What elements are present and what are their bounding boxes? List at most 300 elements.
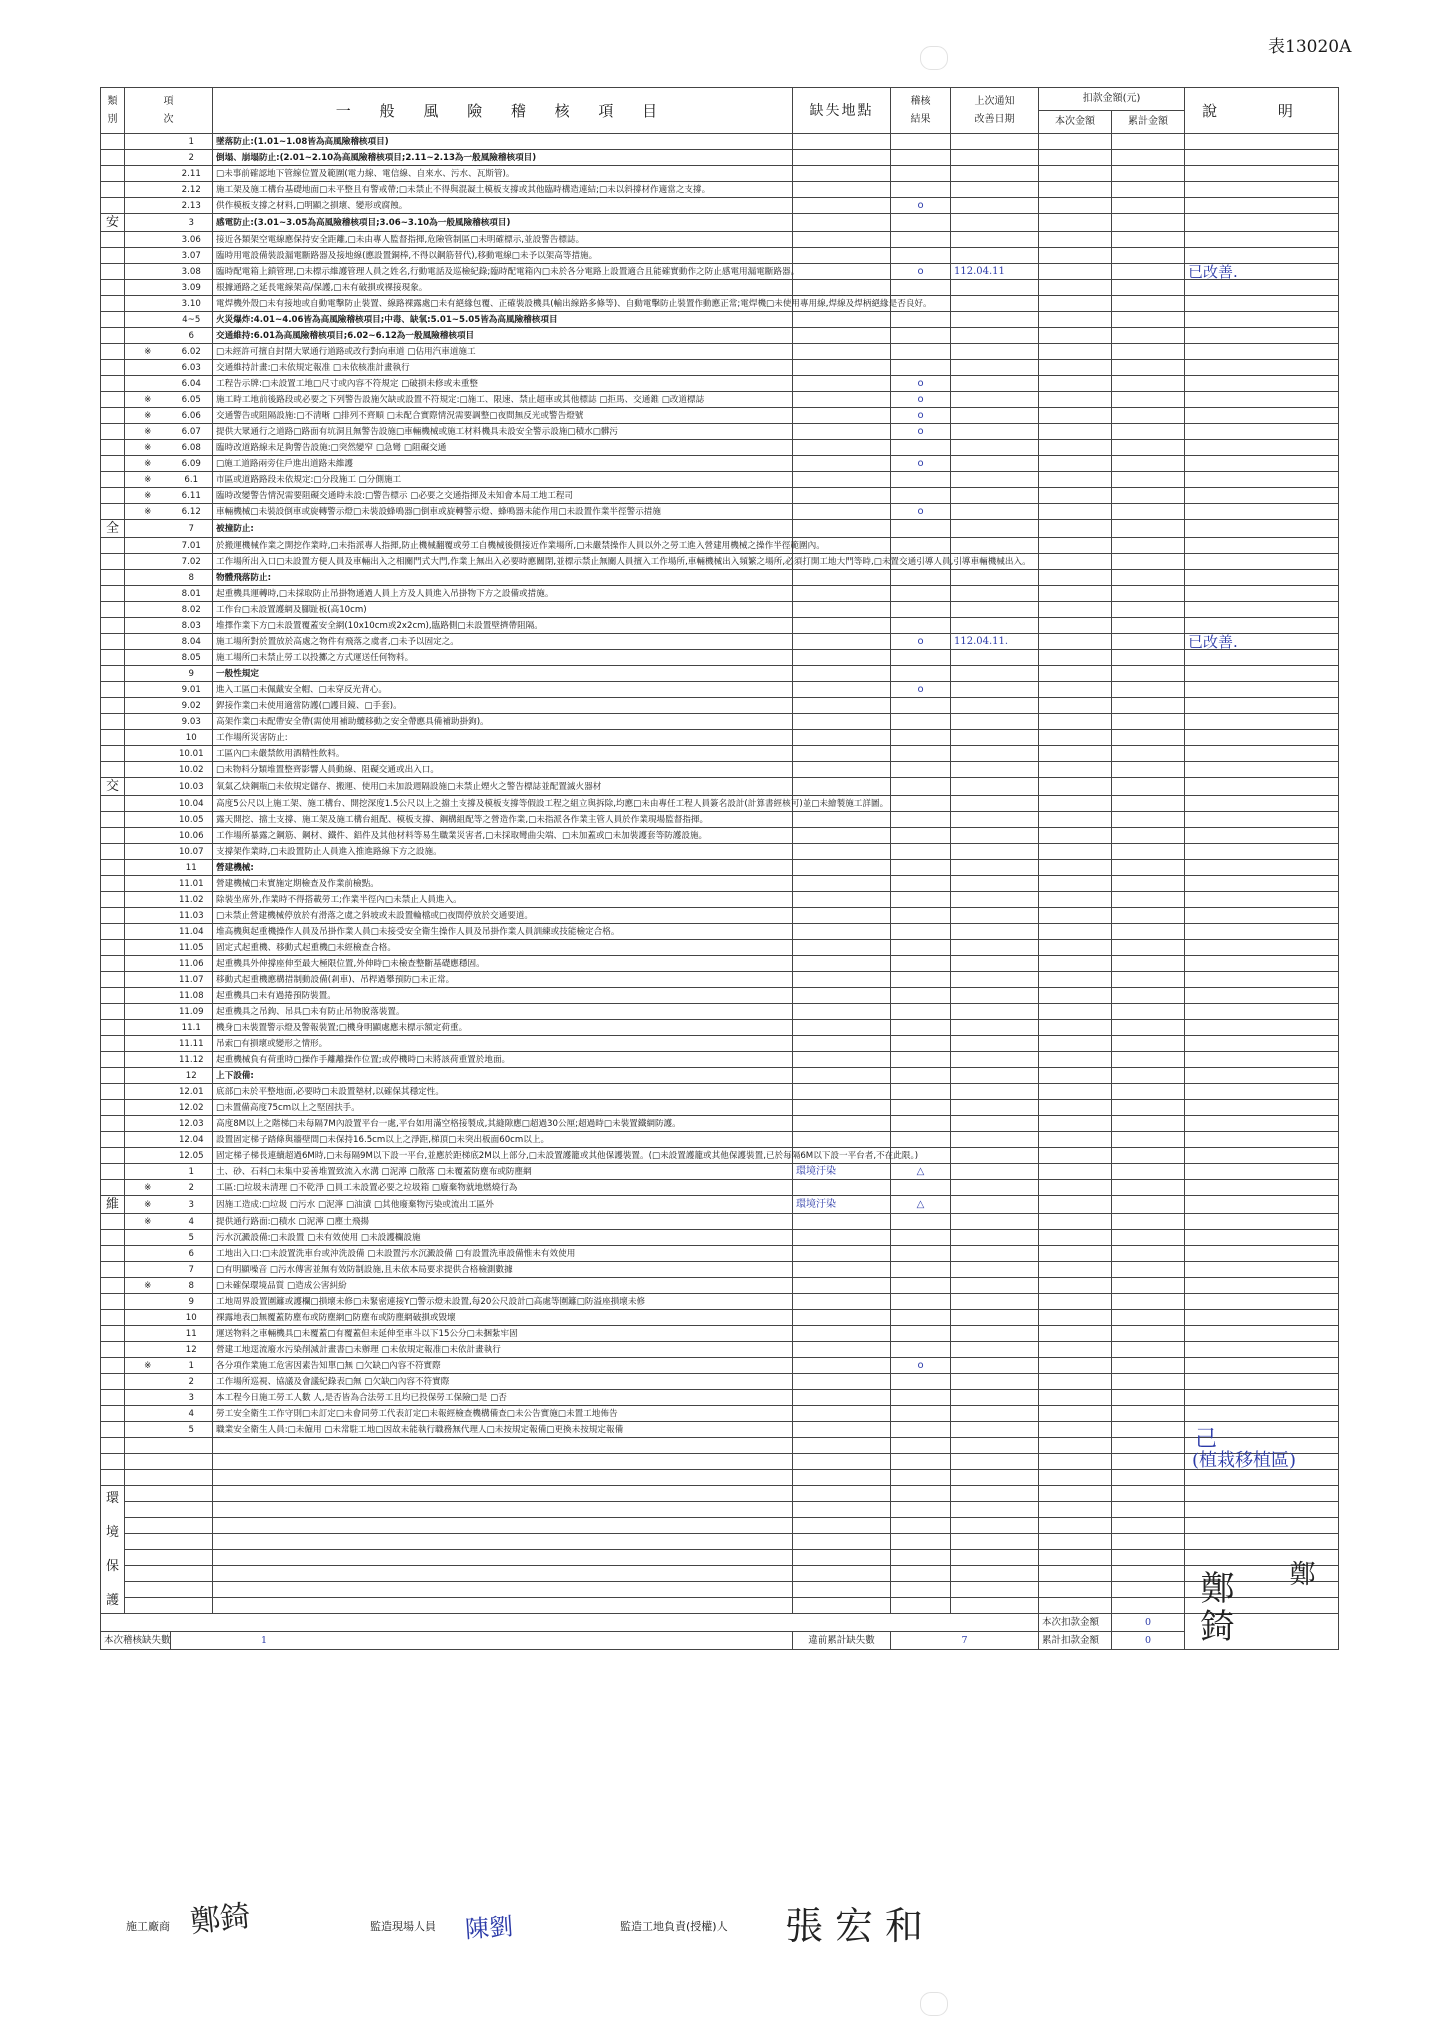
this-amount bbox=[1039, 1278, 1112, 1294]
category-cell bbox=[101, 1164, 125, 1180]
item-number: 9 bbox=[171, 666, 213, 682]
audit-result bbox=[891, 796, 951, 812]
category-cell bbox=[101, 828, 125, 844]
note-cell bbox=[1185, 730, 1339, 746]
item-number: 4 bbox=[171, 1406, 213, 1422]
defect-location: 環境汙染 bbox=[793, 1196, 891, 1214]
accum-amount bbox=[1112, 860, 1185, 876]
mark-cell bbox=[125, 1390, 171, 1406]
this-amount bbox=[1039, 1246, 1112, 1262]
category-cell bbox=[101, 1294, 125, 1310]
note-cell bbox=[1185, 1390, 1339, 1406]
this-amount bbox=[1039, 762, 1112, 778]
item-number: 3 bbox=[171, 1390, 213, 1406]
defect-location bbox=[793, 424, 891, 440]
accum-amount bbox=[1112, 1374, 1185, 1390]
note-cell bbox=[1185, 812, 1339, 828]
audit-result bbox=[891, 1406, 951, 1422]
defect-location bbox=[793, 360, 891, 376]
accum-amount bbox=[1112, 1164, 1185, 1180]
prev-notice-date bbox=[951, 762, 1039, 778]
checklist-row bbox=[101, 1310, 1339, 1326]
category-cell bbox=[101, 134, 125, 150]
this-amount bbox=[1039, 280, 1112, 296]
note-cell bbox=[1185, 214, 1339, 232]
prev-notice-date bbox=[951, 232, 1039, 248]
mark-cell bbox=[125, 1036, 171, 1052]
this-amount bbox=[1039, 1180, 1112, 1196]
checklist-row bbox=[101, 1358, 1339, 1374]
checklist-row bbox=[101, 440, 1339, 456]
checklist-row bbox=[101, 150, 1339, 166]
defect-location bbox=[793, 1406, 891, 1422]
item-description: 機身□未裝置警示燈及警報裝置;□機身明顯處應未標示額定荷重。 bbox=[213, 1020, 793, 1036]
this-amount bbox=[1039, 1534, 1112, 1550]
mark-cell bbox=[125, 1100, 171, 1116]
mark-cell bbox=[125, 778, 171, 796]
this-amount bbox=[1039, 166, 1112, 182]
this-amount bbox=[1039, 488, 1112, 504]
audit-result bbox=[891, 1214, 951, 1230]
item-description: 堆擇作業下方□未設置覆蓋安全網(10x10cm或2x2cm),臨路側□未設置壁擠帶阻隔。 bbox=[213, 618, 793, 634]
defect-location bbox=[793, 1310, 891, 1326]
defect-location bbox=[793, 344, 891, 360]
audit-result bbox=[891, 1502, 951, 1518]
this-amount bbox=[1039, 554, 1112, 570]
item-number: 12.02 bbox=[171, 1100, 213, 1116]
checklist-row bbox=[101, 1422, 1339, 1438]
mark-cell bbox=[125, 828, 171, 844]
item-number: 8.02 bbox=[171, 602, 213, 618]
audit-result bbox=[891, 1470, 951, 1486]
item-description: 因施工造成:□垃圾 □污水 □泥濘 □油漬 □其他廢棄物污染或流出工區外 bbox=[213, 1196, 793, 1214]
defect-location bbox=[793, 1278, 891, 1294]
mark-cell bbox=[125, 586, 171, 602]
category-cell bbox=[101, 1278, 125, 1294]
item-description: 堆高機與起重機操作人員及吊掛作業人員□未接受安全衛生操作人員及吊掛作業人員訓練或技能檢定合格。 bbox=[213, 924, 793, 940]
audit-result bbox=[891, 1454, 951, 1470]
accum-amount bbox=[1112, 344, 1185, 360]
mark-cell bbox=[125, 1116, 171, 1132]
note-cell bbox=[1185, 698, 1339, 714]
note-cell bbox=[1185, 1358, 1339, 1374]
accum-amount bbox=[1112, 150, 1185, 166]
item-number: 11.06 bbox=[171, 956, 213, 972]
defect-location bbox=[793, 650, 891, 666]
item-description: 施工時工地前後路段或必要之下列警告設施欠缺或設置不符規定:□施工、限速、禁止超車或其他標誌 □拒馬、交通錐 □改道標誌 bbox=[213, 392, 793, 408]
category-cell bbox=[101, 1406, 125, 1422]
prev-notice-date bbox=[951, 1550, 1039, 1566]
prev-notice-date bbox=[951, 1486, 1039, 1502]
category-cell bbox=[101, 1358, 125, 1374]
accum-amount bbox=[1112, 924, 1185, 940]
mark-cell bbox=[125, 1294, 171, 1310]
checklist-row bbox=[101, 650, 1339, 666]
item-number: 6.03 bbox=[171, 360, 213, 376]
accum-amount bbox=[1112, 214, 1185, 232]
item-description: 施工架及施工構台基礎地面□未平整且有警戒帶;□未禁止不得與混凝土模板支撐或其他臨時構造連結;□未以斜撐材作適當之支撐。 bbox=[213, 182, 793, 198]
item-description: 起重機械負有荷重時□操作手離離操作位置;或停機時□未將該荷重置於地面。 bbox=[213, 1052, 793, 1068]
accum-amount bbox=[1112, 666, 1185, 682]
note-cell bbox=[1185, 488, 1339, 504]
note-cell bbox=[1185, 1068, 1339, 1084]
item-number: 12.04 bbox=[171, 1132, 213, 1148]
checklist-row bbox=[101, 1502, 1339, 1518]
category-cell bbox=[101, 860, 125, 876]
mark-cell bbox=[125, 214, 171, 232]
item-description: 氧氣乙炔鋼瓶□未依規定儲存、搬運、使用□未加設週隔設施□未禁止煙火之警告標誌並配置滅火器材 bbox=[213, 778, 793, 796]
item-number: 6.04 bbox=[171, 376, 213, 392]
mark-cell bbox=[125, 312, 171, 328]
accum-amount bbox=[1112, 1598, 1185, 1614]
accum-amount bbox=[1112, 586, 1185, 602]
prev-notice-date bbox=[951, 1566, 1039, 1582]
checklist-row bbox=[101, 1406, 1339, 1422]
prev-notice-date bbox=[951, 360, 1039, 376]
category-cell: 交 bbox=[101, 778, 125, 796]
item-number: 6 bbox=[171, 1246, 213, 1262]
category-cell bbox=[101, 232, 125, 248]
mark-cell: ※ bbox=[125, 1278, 171, 1294]
mark-cell bbox=[125, 1246, 171, 1262]
note-cell bbox=[1185, 746, 1339, 762]
audit-result: o bbox=[891, 198, 951, 214]
mark-cell bbox=[125, 730, 171, 746]
defect-location bbox=[793, 488, 891, 504]
inspector-signature: 陳劉 bbox=[464, 1912, 515, 1944]
audit-result bbox=[891, 214, 951, 232]
defect-location bbox=[793, 134, 891, 150]
accum-amount bbox=[1112, 940, 1185, 956]
this-amount bbox=[1039, 214, 1112, 232]
prev-notice-date bbox=[951, 456, 1039, 472]
item-number: 11 bbox=[171, 1326, 213, 1342]
deduction-accum-row bbox=[101, 1632, 1339, 1650]
prev-notice-date bbox=[951, 1246, 1039, 1262]
prev-notice-date bbox=[951, 860, 1039, 876]
header-this-amount: 本次金額 bbox=[1039, 111, 1112, 134]
item-number: 12.03 bbox=[171, 1116, 213, 1132]
header-title: 一 般 風 險 稽 核 項 目 bbox=[213, 88, 793, 134]
note-cell bbox=[1185, 762, 1339, 778]
item-description: 進入工區□未佩戴安全帽、□未穿反光背心。 bbox=[213, 682, 793, 698]
note-cell bbox=[1185, 972, 1339, 988]
this-amount bbox=[1039, 730, 1112, 746]
audit-result bbox=[891, 812, 951, 828]
defect-location bbox=[793, 456, 891, 472]
item-description: 高架作業□未配帶安全帶(需使用補助纜移動之安全帶應具備補助掛鉤)。 bbox=[213, 714, 793, 730]
prev-notice-date bbox=[951, 1148, 1039, 1164]
item-number: 2.12 bbox=[171, 182, 213, 198]
item-number: 2.11 bbox=[171, 166, 213, 182]
defect-location bbox=[793, 1422, 891, 1438]
category-cell bbox=[101, 1454, 125, 1470]
prev-notice-date bbox=[951, 1502, 1039, 1518]
checklist-row bbox=[101, 812, 1339, 828]
accum-amount bbox=[1112, 828, 1185, 844]
checklist-row bbox=[101, 730, 1339, 746]
this-amount bbox=[1039, 586, 1112, 602]
defect-location bbox=[793, 1374, 891, 1390]
mark-cell bbox=[125, 634, 171, 650]
accum-amount bbox=[1112, 1100, 1185, 1116]
accum-amount bbox=[1112, 762, 1185, 778]
category-cell bbox=[101, 344, 125, 360]
checklist-row bbox=[101, 1068, 1339, 1084]
accum-amount bbox=[1112, 1052, 1185, 1068]
item-number: 11.05 bbox=[171, 940, 213, 956]
note-cell bbox=[1185, 280, 1339, 296]
audit-result bbox=[891, 666, 951, 682]
mark-cell bbox=[125, 1004, 171, 1020]
accum-amount bbox=[1112, 1214, 1185, 1230]
category-cell bbox=[101, 392, 125, 408]
audit-result bbox=[891, 1374, 951, 1390]
audit-result bbox=[891, 1230, 951, 1246]
category-cell bbox=[101, 1132, 125, 1148]
accum-amount bbox=[1112, 778, 1185, 796]
accum-amount bbox=[1112, 682, 1185, 698]
audit-result: o bbox=[891, 424, 951, 440]
item-number: 3.10 bbox=[171, 296, 213, 312]
checklist-row bbox=[101, 232, 1339, 248]
checklist-row bbox=[101, 1486, 1339, 1502]
category-cell bbox=[101, 488, 125, 504]
header-prev-notice: 上次通知 改善日期 bbox=[951, 88, 1039, 134]
defect-location bbox=[793, 812, 891, 828]
category-cell bbox=[101, 424, 125, 440]
item-number: 6.08 bbox=[171, 440, 213, 456]
checklist-row bbox=[101, 1230, 1339, 1246]
note-cell bbox=[1185, 1084, 1339, 1100]
defect-location bbox=[793, 1246, 891, 1262]
mark-cell bbox=[125, 1342, 171, 1358]
audit-result bbox=[891, 1342, 951, 1358]
item-description: 上下設備: bbox=[213, 1068, 793, 1084]
mark-cell bbox=[125, 264, 171, 280]
note-cell bbox=[1185, 1164, 1339, 1180]
category-cell bbox=[101, 1230, 125, 1246]
checklist-row bbox=[101, 198, 1339, 214]
note-cell bbox=[1185, 1052, 1339, 1068]
item-description: 固定式起重機、移動式起重機□未經檢查合格。 bbox=[213, 940, 793, 956]
defect-location bbox=[793, 1326, 891, 1342]
defect-location bbox=[793, 1100, 891, 1116]
item-description: 感電防止:(3.01~3.05為高風險稽核項目;3.06~3.10為一般風險稽核項目) bbox=[213, 214, 793, 232]
item-number: 9.02 bbox=[171, 698, 213, 714]
item-number: 10.02 bbox=[171, 762, 213, 778]
mark-cell bbox=[125, 280, 171, 296]
note-cell bbox=[1185, 1518, 1339, 1534]
item-number: 3.09 bbox=[171, 280, 213, 296]
this-amount bbox=[1039, 1374, 1112, 1390]
accum-amount bbox=[1112, 538, 1185, 554]
accum-amount bbox=[1112, 892, 1185, 908]
item-number bbox=[171, 1502, 213, 1518]
this-amount bbox=[1039, 376, 1112, 392]
accum-amount bbox=[1112, 392, 1185, 408]
item-number: 10.04 bbox=[171, 796, 213, 812]
this-amount bbox=[1039, 940, 1112, 956]
item-number bbox=[171, 1598, 213, 1614]
item-number: 7.02 bbox=[171, 554, 213, 570]
accum-amount bbox=[1112, 232, 1185, 248]
checklist-row bbox=[101, 1246, 1339, 1262]
mark-cell: ※ bbox=[125, 504, 171, 520]
prev-notice-date bbox=[951, 730, 1039, 746]
category-cell bbox=[101, 714, 125, 730]
this-amount bbox=[1039, 344, 1112, 360]
prev-notice-date bbox=[951, 408, 1039, 424]
checklist-row bbox=[101, 1518, 1339, 1534]
this-amount bbox=[1039, 1390, 1112, 1406]
prev-notice-date bbox=[951, 166, 1039, 182]
note-cell bbox=[1185, 1036, 1339, 1052]
category-cell bbox=[101, 1004, 125, 1020]
item-number: 10.05 bbox=[171, 812, 213, 828]
defect-location bbox=[793, 762, 891, 778]
this-amount bbox=[1039, 956, 1112, 972]
category-cell: 維 bbox=[101, 1196, 125, 1214]
prev-notice-date bbox=[951, 876, 1039, 892]
prev-notice-date bbox=[951, 328, 1039, 344]
checklist-row bbox=[101, 328, 1339, 344]
category-cell bbox=[101, 1068, 125, 1084]
audit-result bbox=[891, 1052, 951, 1068]
category-cell bbox=[101, 166, 125, 182]
mark-cell bbox=[125, 972, 171, 988]
this-amount bbox=[1039, 1422, 1112, 1438]
item-number: 3.08 bbox=[171, 264, 213, 280]
category-cell bbox=[101, 1342, 125, 1358]
item-description: 職業安全衛生人員:□未僱用 □未常駐工地□因故未能執行職務無代理人□未按規定報備□更換未按規定報備 bbox=[213, 1422, 793, 1438]
checklist-row bbox=[101, 1454, 1339, 1470]
category-cell bbox=[101, 1470, 125, 1486]
category-cell bbox=[101, 1374, 125, 1390]
prev-notice-date bbox=[951, 666, 1039, 682]
category-cell bbox=[101, 264, 125, 280]
accum-amount bbox=[1112, 1262, 1185, 1278]
accum-amount bbox=[1112, 1132, 1185, 1148]
checklist-row bbox=[101, 924, 1339, 940]
prev-notice-date bbox=[951, 1374, 1039, 1390]
category-cell bbox=[101, 1052, 125, 1068]
defect-location bbox=[793, 828, 891, 844]
note-cell bbox=[1185, 618, 1339, 634]
audit-result: o bbox=[891, 682, 951, 698]
item-number bbox=[171, 1550, 213, 1566]
category-cell bbox=[101, 586, 125, 602]
this-amount bbox=[1039, 1406, 1112, 1422]
category-cell bbox=[101, 1116, 125, 1132]
note-cell bbox=[1185, 1342, 1339, 1358]
mark-cell: ※ bbox=[125, 456, 171, 472]
item-description: 污水沉澱設備:□未設置 □未有效使用 □未設護欄設施 bbox=[213, 1230, 793, 1246]
item-number: 8 bbox=[171, 570, 213, 586]
mark-cell bbox=[125, 1052, 171, 1068]
checklist-row bbox=[101, 602, 1339, 618]
item-number: 8.04 bbox=[171, 634, 213, 650]
category-cell bbox=[101, 408, 125, 424]
accum-amount bbox=[1112, 1406, 1185, 1422]
defect-location bbox=[793, 1486, 891, 1502]
prev-notice-date: 112.04.11. bbox=[951, 634, 1039, 650]
prev-notice-date bbox=[951, 892, 1039, 908]
item-description: 營建機械: bbox=[213, 860, 793, 876]
prev-notice-date bbox=[951, 440, 1039, 456]
note-cell bbox=[1185, 554, 1339, 570]
mark-cell bbox=[125, 940, 171, 956]
accum-amount bbox=[1112, 1230, 1185, 1246]
item-number bbox=[171, 1454, 213, 1470]
item-number: 1 bbox=[171, 134, 213, 150]
checklist-row bbox=[101, 488, 1339, 504]
note-cell bbox=[1185, 1004, 1339, 1020]
note-cell bbox=[1185, 586, 1339, 602]
prev-notice-date bbox=[951, 570, 1039, 586]
this-amount bbox=[1039, 520, 1112, 538]
prev-notice-date bbox=[951, 1422, 1039, 1438]
mark-cell bbox=[125, 602, 171, 618]
item-number: 12 bbox=[171, 1068, 213, 1084]
defect-location bbox=[793, 1566, 891, 1582]
checklist-row bbox=[101, 908, 1339, 924]
checklist-row bbox=[101, 1214, 1339, 1230]
prev-notice-date bbox=[951, 1598, 1039, 1614]
item-description: 起重機具運轉時,□未採取防止吊掛物通過人員上方及人員進入吊掛物下方之設備或措施。 bbox=[213, 586, 793, 602]
category-cell bbox=[101, 1214, 125, 1230]
prev-notice-date bbox=[951, 1406, 1039, 1422]
item-number: 11.12 bbox=[171, 1052, 213, 1068]
prev-notice-date bbox=[951, 1470, 1039, 1486]
this-amount bbox=[1039, 924, 1112, 940]
note-cell bbox=[1185, 134, 1339, 150]
this-amount bbox=[1039, 248, 1112, 264]
defect-location bbox=[793, 908, 891, 924]
audit-result bbox=[891, 844, 951, 860]
checklist-row bbox=[101, 538, 1339, 554]
checklist-row bbox=[101, 408, 1339, 424]
item-number: 11.07 bbox=[171, 972, 213, 988]
note-cell bbox=[1185, 860, 1339, 876]
item-description: 臨時用電設備裝設漏電斷路器及接地線(應設置銅棒,不得以鋼筋替代),移動電線□未予以架高等措施。 bbox=[213, 248, 793, 264]
note-cell bbox=[1185, 1196, 1339, 1214]
accum-amount bbox=[1112, 618, 1185, 634]
defect-location bbox=[793, 1358, 891, 1374]
note-cell bbox=[1185, 1534, 1339, 1550]
prev-notice-date bbox=[951, 682, 1039, 698]
note-cell bbox=[1185, 150, 1339, 166]
item-number: 12.05 bbox=[171, 1148, 213, 1164]
prev-notice-date bbox=[951, 134, 1039, 150]
item-number: 11.01 bbox=[171, 876, 213, 892]
category-cell bbox=[101, 682, 125, 698]
this-amount bbox=[1039, 860, 1112, 876]
category-cell bbox=[101, 956, 125, 972]
prev-notice-date bbox=[951, 312, 1039, 328]
audit-result bbox=[891, 1068, 951, 1084]
checklist-row bbox=[101, 504, 1339, 520]
defect-location bbox=[793, 280, 891, 296]
audit-result bbox=[891, 876, 951, 892]
category-cell bbox=[101, 812, 125, 828]
this-amount bbox=[1039, 1518, 1112, 1534]
mark-cell bbox=[125, 182, 171, 198]
note-cell: 已改善. bbox=[1185, 264, 1339, 280]
side-mark: 己 bbox=[1195, 1427, 1218, 1452]
accum-amount bbox=[1112, 1036, 1185, 1052]
prev-notice-date bbox=[951, 424, 1039, 440]
